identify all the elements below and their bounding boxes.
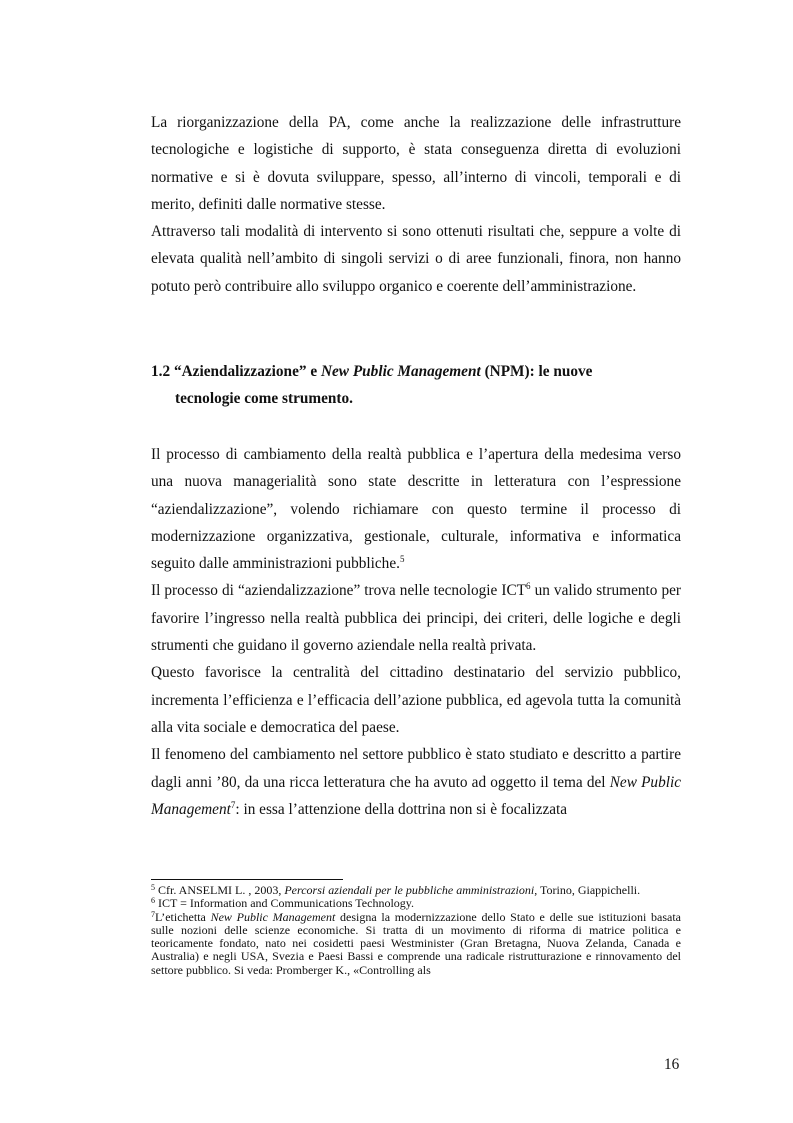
footnotes-block [151,884,681,977]
footnote-7-before: L’etichetta [155,909,206,924]
footnote-ref-5[interactable]: 5 [399,554,405,565]
footnote-5 [151,884,681,897]
footnote-5-mark: 5 [151,883,155,892]
section-title-part1: “Aziendalizzazione” e [173,363,318,380]
intro-paragraph-1: La riorganizzazione della PA, come anche la realizzazione delle infrastrutture tecnologiche e logistiche di supporto, è stata conseguenza diretta di evoluzioni normative e si è dovuta sviluppare, spesso, all’interno di vincoli, temporali e di merito, definiti dalle normative stesse. [151,114,681,213]
page-number: 16 [664,1056,680,1073]
footnote-7 [151,911,681,977]
footnote-ref-6[interactable]: 6 [526,581,531,592]
section-paragraph-2-after: un valido strumento per favorire l’ingresso nella realtà pubblica dei principi, dei criteri, delle logiche e degli strumenti che guidano il governo aziendale nella realtà privata. [151,582,681,655]
section-paragraph-1 [151,441,681,577]
section-title-part2: (NPM): le nuove [484,363,593,380]
section-paragraph-3: Questo favorisce la centralità del cittadino destinatario del servizio pubblico, incrementa l’efficienza e l’efficacia dell’azione pubblica, ed agevola tutta la comunità alla vita sociale e democratica del paese. [151,664,681,736]
section-title-line2: tecnologie come strumento. [175,390,353,408]
section-paragraph-4-before: Il fenomeno del cambiamento nel settore pubblico è stato studiato e descritto a partire dagli anni ’80, da una ricca letteratura che ha avuto ad oggetto il tema del [151,746,681,791]
section-paragraph-4-italic: New Public Management [151,773,682,818]
footnote-7-after: designa la modernizzazione dello Stato e delle sue istituzioni basata sulle nozioni delle scienze economiche. Si tratta di un movimento di riforma di matrice politica e teoricamente fondato, nato nei cosidetti paesi Westminister (Gran Bretagna, Nuova Zelanda, Canada e Australia) e negli USA, Svezia e Paesi Bassi e comprende una radicale ristrutturazione e rinnovamento del settore pubblico. Si veda: Promberger K., «Controlling als [151,909,682,977]
section-paragraph-4-after: : in essa l’attenzione della dottrina non si è focalizzata [235,800,568,818]
footnote-6-text: ICT = Information and Communications Technology. [155,896,415,911]
footnote-5-italic: Percorsi aziendali per le pubbliche amministrazioni [284,883,535,897]
section-paragraph-4 [151,741,681,823]
footnote-separator [151,879,343,880]
footnote-5-after: , Torino, Giappichelli. [534,883,641,897]
section-title-italic: New Public Management [320,363,481,380]
section-paragraph-2-before: Il processo di “aziendalizzazione” trova nelle tecnologie ICT [151,582,526,600]
intro-text-block [151,109,681,300]
section-heading [151,358,681,413]
footnote-7-mark: 7 [151,909,155,919]
footnote-ref-7[interactable]: 7 [230,799,236,810]
intro-paragraph-2: Attraverso tali modalità di intervento si sono ottenuti risultati che, seppure a volte di elevata qualità nell’ambito di singoli servizi o di aree funzionali, finora, non hanno potuto però contribuire allo sviluppo organico e coerente dell’amministrazione. [151,223,681,295]
footnote-7-italic: New Public Management [210,909,336,924]
section-paragraph-2 [151,577,681,659]
footnote-6-mark: 6 [151,896,155,906]
footnote-6 [151,897,681,910]
section-text-block [151,441,681,823]
section-number: 1.2 [151,363,171,380]
section-paragraph-1-text: Il processo di cambiamento della realtà pubblica e l’apertura della medesima verso una nuova managerialità sono state descritte in letteratura con l’espressione “aziendalizzazione”, volendo richiamare con questo termine il processo di modernizzazione organizzativa, gestionale, culturale, informativa e informatica seguito dalle amministrazioni pubbliche. [151,446,681,573]
footnote-5-before: Cfr. ANSELMI L. , 2003, [155,883,282,897]
